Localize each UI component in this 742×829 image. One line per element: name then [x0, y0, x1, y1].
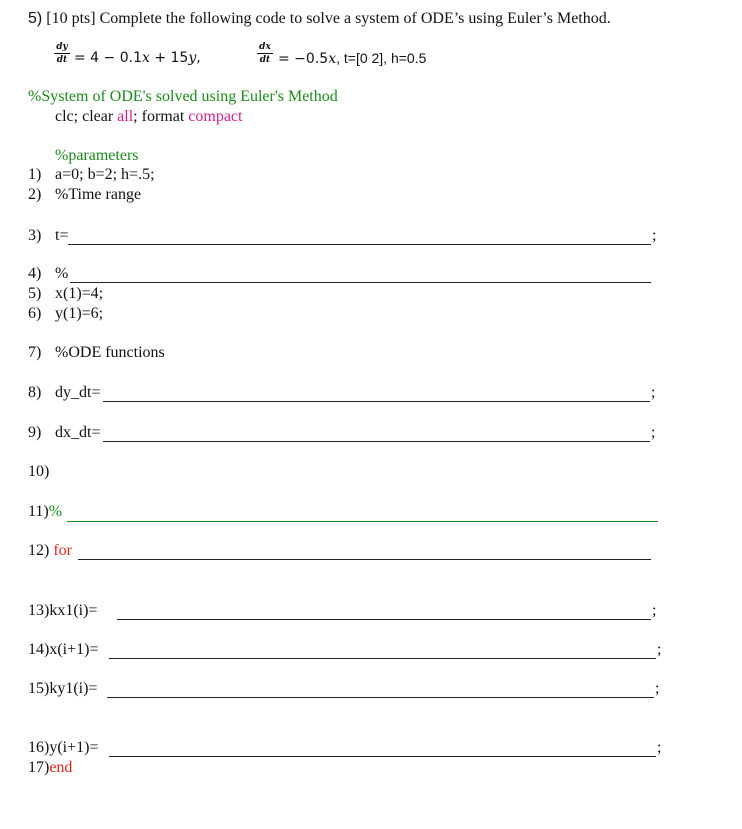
blank-line-9[interactable]	[103, 441, 650, 442]
blank-line-4[interactable]	[70, 282, 651, 283]
eq1-var-y: y	[188, 50, 197, 66]
eq1-fraction-bar	[54, 53, 70, 54]
question-number: 5)	[28, 10, 43, 27]
code-line-16	[28, 739, 98, 757]
line-number: 13)	[28, 602, 50, 619]
line-text: dx_dt=	[55, 424, 101, 441]
line-number: 4)	[28, 265, 42, 282]
line-number: 10)	[28, 463, 50, 480]
code-line-10	[28, 463, 49, 481]
code-line-8	[28, 384, 100, 402]
line-text: %Time range	[55, 186, 142, 203]
blank-line-15[interactable]	[107, 697, 654, 698]
line-text: t=	[55, 227, 69, 244]
line-text: kx1(i)=	[49, 602, 98, 619]
line-number: 7)	[28, 344, 42, 361]
eq1-fraction	[54, 42, 70, 65]
line-16-semicolon: ;	[657, 739, 662, 756]
code-header-comment: %System of ODE's solved using Euler's Method	[28, 88, 338, 105]
for-keyword: for	[53, 542, 72, 559]
line-text: %	[55, 265, 69, 282]
blank-line-13[interactable]	[117, 619, 651, 620]
clc-line	[55, 108, 242, 126]
line-number: 16)	[28, 739, 50, 756]
line-text: dy_dt=	[55, 384, 101, 401]
clc-part2: ; format	[133, 108, 189, 125]
question-header	[28, 10, 611, 28]
line-text: x(1)=4;	[55, 285, 104, 302]
code-line-9	[28, 424, 100, 442]
eq1-denominator: dt	[56, 55, 68, 65]
line-number: 3)	[28, 227, 42, 244]
code-line-17	[28, 759, 72, 777]
line-9-semicolon: ;	[651, 424, 656, 441]
eq2-numerator: dx	[259, 42, 271, 52]
eq2-rhs	[278, 50, 426, 67]
params-comment: %parameters	[55, 147, 139, 164]
code-line-4	[28, 265, 68, 283]
line-text: %ODE functions	[55, 344, 165, 361]
code-line-1	[28, 166, 155, 184]
blank-line-11[interactable]	[67, 521, 658, 522]
blank-line-8[interactable]	[103, 401, 650, 402]
line-number: 2)	[28, 186, 42, 203]
line-number: 11)	[28, 503, 49, 520]
code-line-6	[28, 305, 103, 323]
line-number: 8)	[28, 384, 42, 401]
eq1-numerator: dy	[56, 42, 68, 52]
eq2-var-x: x	[328, 51, 337, 67]
code-line-14	[28, 641, 98, 659]
line-text: ky1(i)=	[49, 680, 98, 697]
line-text: y(1)=6;	[55, 305, 104, 322]
line-number: 6)	[28, 305, 42, 322]
code-line-3	[28, 227, 68, 245]
question-text: [10 pts] Complete the following code to solve a system of ODE’s using Euler’s Method.	[46, 10, 611, 27]
code-line-13	[28, 602, 97, 620]
clc-part1: clc; clear	[55, 108, 118, 125]
line-number: 12)	[28, 542, 50, 559]
line-number: 5)	[28, 285, 42, 302]
code-line-5	[28, 285, 103, 303]
line-13-semicolon: ;	[652, 602, 657, 619]
blank-line-12[interactable]	[78, 559, 651, 560]
line-number: 9)	[28, 424, 42, 441]
eq2-fraction	[257, 42, 273, 65]
code-line-11	[28, 503, 62, 521]
blank-line-14[interactable]	[109, 658, 656, 659]
blank-line-16[interactable]	[109, 756, 656, 757]
clc-kw-compact: compact	[188, 108, 243, 125]
eq2-rhs-prefix: = −0.5	[278, 51, 329, 67]
eq2-denominator: dt	[259, 55, 271, 65]
eq2-fraction-bar	[257, 53, 273, 54]
line-text: %	[48, 503, 63, 520]
code-line-12	[28, 542, 72, 560]
eq1-rhs-suffix: ,	[196, 50, 201, 66]
line-text: x(i+1)=	[49, 641, 99, 658]
end-keyword: end	[49, 759, 73, 776]
line-number: 1)	[28, 166, 42, 183]
line-number: 17)	[28, 759, 50, 776]
line-15-semicolon: ;	[655, 680, 660, 697]
code-line-2	[28, 186, 141, 204]
eq1-rhs-prefix: = 4 − 0.1	[74, 50, 142, 66]
eq1-rhs	[74, 50, 201, 66]
eq1-var-x: x	[141, 50, 150, 66]
line-number: 14)	[28, 641, 50, 658]
line-8-semicolon: ;	[651, 384, 656, 401]
clc-kw-all: all	[117, 108, 134, 125]
code-line-15	[28, 680, 97, 698]
line-text: y(i+1)=	[49, 739, 99, 756]
line-14-semicolon: ;	[657, 641, 662, 658]
eq2-rhs-suffix: , t=[0 2], h=0.5	[336, 50, 427, 66]
eq1-rhs-mid: + 15	[149, 50, 189, 66]
line-text: a=0; b=2; h=.5;	[55, 166, 155, 183]
line-3-semicolon: ;	[652, 227, 657, 244]
line-number: 15)	[28, 680, 50, 697]
blank-line-3[interactable]	[68, 244, 651, 245]
code-line-7	[28, 344, 165, 362]
